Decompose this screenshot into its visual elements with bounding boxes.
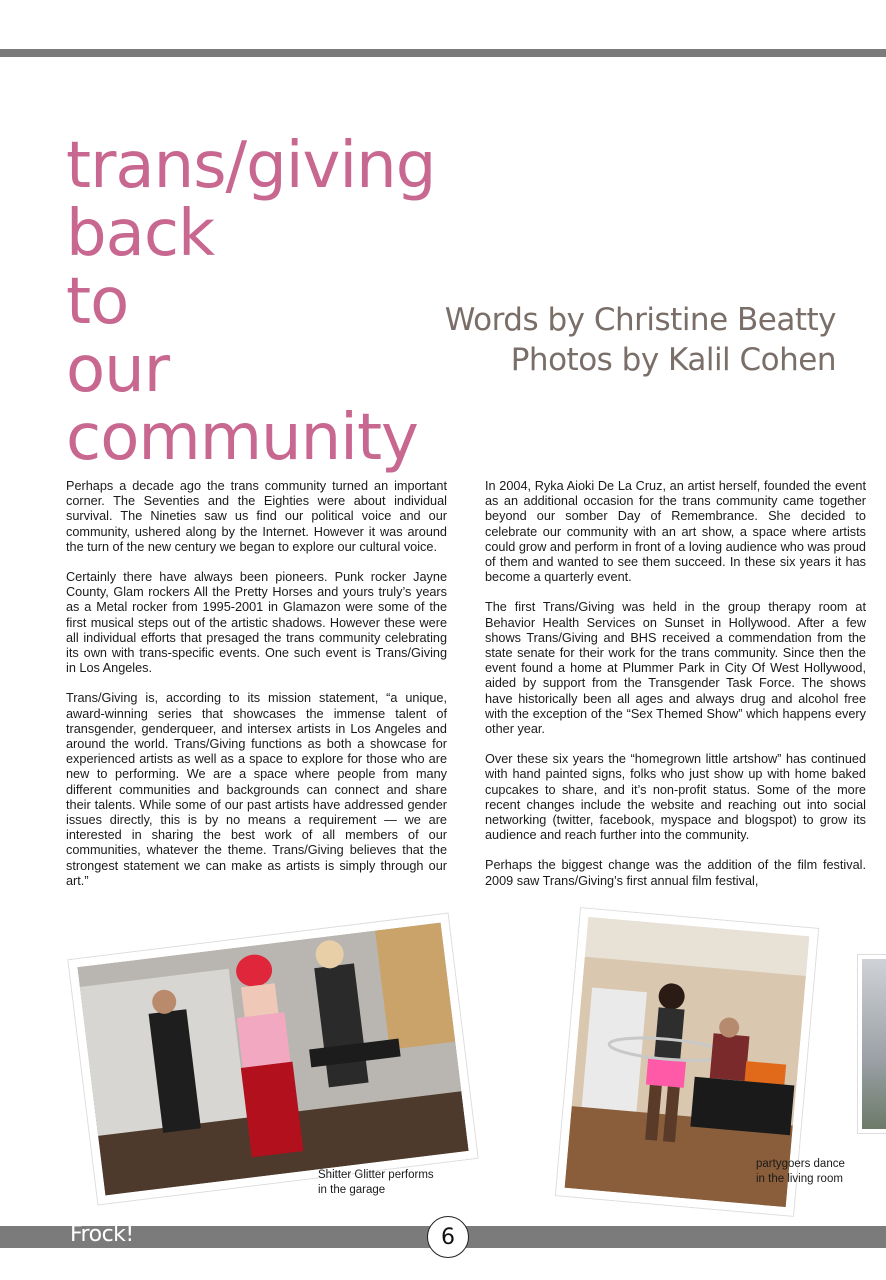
article-column-left xyxy=(66,479,447,904)
page-number: 6 xyxy=(427,1216,469,1258)
title-line: to xyxy=(66,265,129,339)
magazine-brand: Frock! xyxy=(70,1222,134,1247)
paragraph: Trans/Giving is, according to its mission statement, “a unique, award-winning series that showcases the immense talent of transgender, genderqueer, and intersex artists in Los Angeles and around the world. Trans/Giving functions as both a showcase for experienced artists as well as a space to explore for those who are new to performing. We are a space where people from many different communities and backgrounds can connect and share their talents. While some of our past artists have addressed gender issues directly, this is by no means a requirement — we are interested in sharing the best work of all members of our communities, whatever the theme. Trans/Giving believes that the strongest statement we can make as artists is simply through our art.” xyxy=(66,691,447,888)
article-title xyxy=(66,129,436,475)
photo-caption-living-room: partygoers dance in the living room xyxy=(756,1158,845,1185)
photo-garage-performance xyxy=(68,914,477,1205)
paragraph: Perhaps a decade ago the trans community turned an important corner. The Seventies and the Eighties were about individual survival. The Nineties saw us find our political voice and our community, ushered along by the Internet. However it was around the turn of the new century we began to explore our cultural voice. xyxy=(66,479,447,554)
paragraph: Certainly there have always been pioneers. Punk rocker Jayne County, Glam rockers All the Pretty Horses and yours truly’s years as a Metal rocker from 1995-2001 in Glamazon were some of the first musical steps out of the artistic shadows. However these were all individual efforts that presaged the trans community celebrating its own with trans-specific events. One such event is Trans/Giving in Los Angeles. xyxy=(66,570,447,676)
title-line: our xyxy=(66,333,170,407)
photo-partial-edge xyxy=(858,955,886,1133)
byline xyxy=(445,300,836,380)
title-line: community xyxy=(66,401,418,475)
paragraph: Perhaps the biggest change was the addition of the film festival. 2009 saw Trans/Giving’s first annual film festival, xyxy=(485,858,866,888)
title-line: back xyxy=(66,197,215,271)
photo-caption-garage: Shitter Glitter performs in the garage xyxy=(318,1169,434,1196)
byline-photos: Photos by Kalil Cohen xyxy=(510,342,836,378)
photo-garage-illustration xyxy=(77,923,468,1196)
article-column-right xyxy=(485,479,866,904)
paragraph: Over these six years the “homegrown little artshow” has continued with hand painted signs, folks who just show up with home baked cupcakes to share, and it’s non-profit status. Some of the more recent changes include the website and reaching out into social networking (twitter, facebook, myspace and blogspot) to grow its audience and reach further into the community. xyxy=(485,752,866,843)
paragraph: The first Trans/Giving was held in the group therapy room at Behavior Health Services on Sunset in Hollywood. After a few shows Trans/Giving and BHS received a commendation from the state senate for their work for the trans community. Since then the event found a home at Plummer Park in City Of West Hollywood, aided by support from the Transgender Task Force. The shows have historically been all ages and always drug and alcohol free with the exception of the “Sex Themed Show” which happens every other year. xyxy=(485,600,866,737)
paragraph: In 2004, Ryka Aioki De La Cruz, an artist herself, founded the event as an additional occasion for the trans community came together beyond our somber Day of Remembrance. She decided to celebrate our community with an art show, a space where artists could grow and perform in front of a loving audience who was proud of them and wanted to see them succeed. In these six years it has become a quarterly event. xyxy=(485,479,866,585)
top-rule xyxy=(0,49,886,57)
title-line: trans/giving xyxy=(66,129,436,203)
byline-words: Words by Christine Beatty xyxy=(444,302,836,338)
